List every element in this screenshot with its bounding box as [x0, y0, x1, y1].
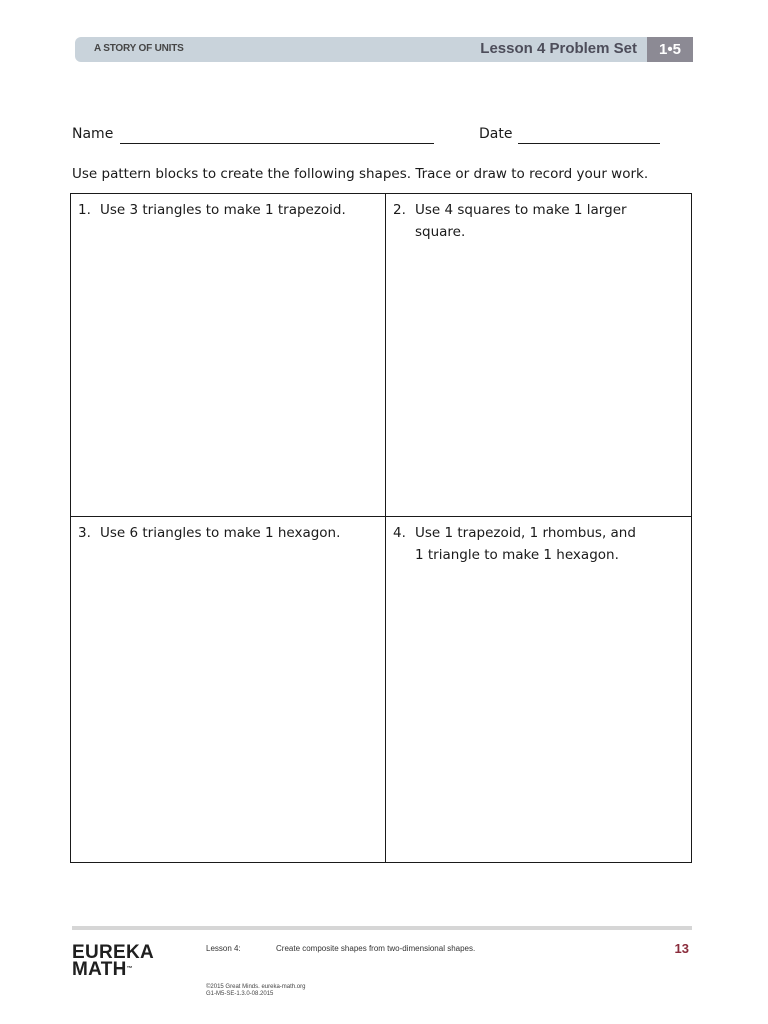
document-code: G1-M5-SE-1.3.0-08.2015 [206, 991, 274, 997]
problem-cell-3[interactable] [71, 517, 386, 862]
footer-lesson-description: Create composite shapes from two-dimensional shapes. [276, 944, 476, 953]
problem-number: 3. [78, 525, 91, 541]
problem-grid [70, 193, 692, 863]
name-label: Name [72, 126, 114, 142]
module-badge: 1•5 [647, 37, 693, 62]
problem-number: 2. [393, 202, 406, 218]
problem-cell-4[interactable] [386, 517, 691, 862]
date-label: Date [479, 126, 513, 142]
problem-text: Use 1 trapezoid, 1 rhombus, and 1 triangle to make 1 hexagon. [415, 525, 636, 563]
problem-1 [78, 199, 379, 221]
problem-4 [393, 522, 685, 566]
copyright-line: ©2015 Great Minds. eureka-math.org [206, 984, 306, 990]
logo-line-2 [72, 961, 154, 978]
trademark-symbol: ™ [126, 966, 133, 972]
date-field[interactable] [518, 143, 660, 144]
problem-cell-1[interactable] [71, 194, 386, 517]
problem-number: 4. [393, 525, 406, 541]
copyright [206, 984, 305, 998]
page-number: 13 [674, 941, 689, 956]
problem-2 [393, 199, 685, 243]
problem-number: 1. [78, 202, 91, 218]
problem-cell-2[interactable] [386, 194, 691, 517]
instructions: Use pattern blocks to create the following shapes. Trace or draw to record your work. [72, 166, 649, 182]
page-title: Lesson 4 Problem Set [480, 40, 637, 57]
series-label: A STORY OF UNITS [94, 43, 184, 54]
problem-text: Use 3 triangles to make 1 trapezoid. [100, 202, 346, 218]
logo-line-1: EUREKA [72, 942, 155, 963]
problem-text: Use 4 squares to make 1 larger square. [415, 202, 627, 240]
logo-line-2-text: MATH [72, 959, 127, 980]
problem-text: Use 6 triangles to make 1 hexagon. [100, 525, 341, 541]
name-field[interactable] [120, 143, 434, 144]
problem-3 [78, 522, 379, 544]
footer-lesson-label: Lesson 4: [206, 944, 241, 953]
eureka-math-logo [72, 944, 154, 978]
footer-divider [72, 926, 692, 930]
header-bar [75, 37, 693, 62]
